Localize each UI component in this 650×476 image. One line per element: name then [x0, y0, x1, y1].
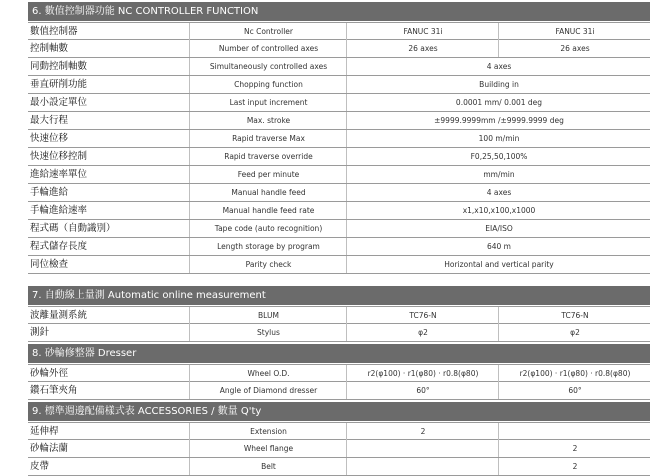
row-label-en: Manual handle feed rate — [189, 202, 347, 219]
table-row — [28, 440, 650, 458]
row-value-model-1: TC76-N — [346, 307, 499, 324]
table-row — [28, 382, 650, 400]
table-row — [28, 220, 650, 238]
row-label-en: Stylus — [189, 324, 347, 341]
table-row — [28, 306, 650, 324]
row-value-shared: 100 m/min — [346, 130, 650, 147]
row-label-zh: 進給速率單位 — [30, 169, 88, 180]
row-label-en: Simultaneously controlled axes — [189, 58, 347, 75]
row-label-en: Wheel O.D. — [189, 365, 347, 382]
row-value-model-2: FANUC 31i — [498, 23, 650, 40]
row-value-model-2: 26 axes — [498, 40, 650, 57]
table-row — [28, 130, 650, 148]
row-value-shared: F0,25,50,100% — [346, 148, 650, 165]
row-value-model-2: 2 — [498, 440, 650, 457]
row-label-zh: 控制軸數 — [30, 43, 69, 54]
table-row — [28, 40, 650, 58]
row-value-model-2: φ2 — [498, 324, 650, 341]
row-label-zh: 快速位移 — [30, 133, 69, 144]
row-value-model-2: r2(φ100) · r1(φ80) · r0.8(φ80) — [498, 365, 650, 382]
row-label-zh: 數值控制器 — [30, 26, 78, 37]
row-label-zh: 砂輪外徑 — [30, 368, 69, 379]
row-value-model-2: 60° — [498, 382, 650, 399]
row-value-model-2 — [498, 423, 650, 440]
table-row — [28, 422, 650, 440]
section-header-nc-controller: 6. 數值控制器功能 NC CONTROLLER FUNCTION — [28, 2, 650, 21]
row-label-zh: 同位檢查 — [30, 259, 69, 270]
table-row — [28, 148, 650, 166]
row-value-model-1 — [346, 458, 499, 475]
table-row — [28, 58, 650, 76]
row-value-shared: mm/min — [346, 166, 650, 183]
table-row — [28, 112, 650, 130]
row-value-model-1: 26 axes — [346, 40, 499, 57]
row-value-shared: ±9999.9999mm /±9999.9999 deg — [346, 112, 650, 129]
row-label-en: Feed per minute — [189, 166, 347, 183]
table-row — [28, 202, 650, 220]
row-value-shared: 4 axes — [346, 184, 650, 201]
row-label-zh: 程式儲存長度 — [30, 241, 88, 252]
row-label-en: Extension — [189, 423, 347, 440]
section-header-dresser: 8. 砂輪修整器 Dresser — [28, 344, 650, 363]
table-row — [28, 256, 650, 274]
table-row — [28, 184, 650, 202]
row-label-zh: 最小設定單位 — [30, 97, 88, 108]
row-label-en: Max. stroke — [189, 112, 347, 129]
row-value-model-1: r2(φ100) · r1(φ80) · r0.8(φ80) — [346, 365, 499, 382]
row-label-zh: 延伸桿 — [30, 426, 59, 437]
row-label-zh: 測針 — [30, 327, 50, 338]
row-label-en: Tape code (auto recognition) — [189, 220, 347, 237]
table-row — [28, 76, 650, 94]
section-header-measurement: 7. 自動線上量測 Automatic online measurement — [28, 286, 650, 305]
row-value-shared: 0.0001 mm/ 0.001 deg — [346, 94, 650, 111]
row-value-shared: Horizontal and vertical parity — [346, 256, 650, 273]
row-label-en: BLUM — [189, 307, 347, 324]
row-value-model-2: TC76-N — [498, 307, 650, 324]
table-row — [28, 238, 650, 256]
row-label-en: Angle of Diamond dresser — [189, 382, 347, 399]
row-value-model-1: 2 — [346, 423, 499, 440]
row-label-en: Belt — [189, 458, 347, 475]
row-label-en: Rapid traverse Max — [189, 130, 347, 147]
row-label-en: Chopping function — [189, 76, 347, 93]
row-label-zh: 波離量測系統 — [30, 310, 88, 321]
row-label-zh: 程式碼（自動識別） — [30, 223, 116, 234]
row-value-shared: EIA/ISO — [346, 220, 650, 237]
row-label-en: Length storage by program — [189, 238, 347, 255]
row-value-model-1: FANUC 31i — [346, 23, 499, 40]
row-value-shared: 4 axes — [346, 58, 650, 75]
row-label-zh: 快速位移控制 — [30, 151, 88, 162]
row-label-en: Manual handle feed — [189, 184, 347, 201]
row-value-shared: Building in — [346, 76, 650, 93]
row-value-model-1: φ2 — [346, 324, 499, 341]
row-label-zh: 手輪進給 — [30, 187, 69, 198]
table-row — [28, 22, 650, 40]
row-value-model-1: 60° — [346, 382, 499, 399]
row-label-en: Number of controlled axes — [189, 40, 347, 57]
section-header-accessories: 9. 標準週邊配備樣式表 ACCESSORIES / 數量 Q'ty — [28, 402, 650, 421]
row-value-shared: 640 m — [346, 238, 650, 255]
row-label-zh: 同動控制軸數 — [30, 61, 88, 72]
row-label-en: Parity check — [189, 256, 347, 273]
row-value-model-1 — [346, 440, 499, 457]
row-label-en: Rapid traverse override — [189, 148, 347, 165]
row-label-zh: 最大行程 — [30, 115, 69, 126]
table-row — [28, 364, 650, 382]
row-label-zh: 皮帶 — [30, 461, 50, 472]
table-row — [28, 458, 650, 476]
row-value-model-2: 2 — [498, 458, 650, 475]
row-label-zh: 鑽石筆夾角 — [30, 385, 78, 396]
row-label-zh: 垂直研削功能 — [30, 79, 88, 90]
row-label-en: Nc Controller — [189, 23, 347, 40]
row-label-zh: 砂輪法蘭 — [30, 443, 69, 454]
row-value-shared: x1,x10,x100,x1000 — [346, 202, 650, 219]
table-row — [28, 324, 650, 342]
row-label-zh: 手輪進給速率 — [30, 205, 88, 216]
table-row — [28, 166, 650, 184]
table-row — [28, 94, 650, 112]
row-label-en: Wheel flange — [189, 440, 347, 457]
row-label-en: Last input increment — [189, 94, 347, 111]
